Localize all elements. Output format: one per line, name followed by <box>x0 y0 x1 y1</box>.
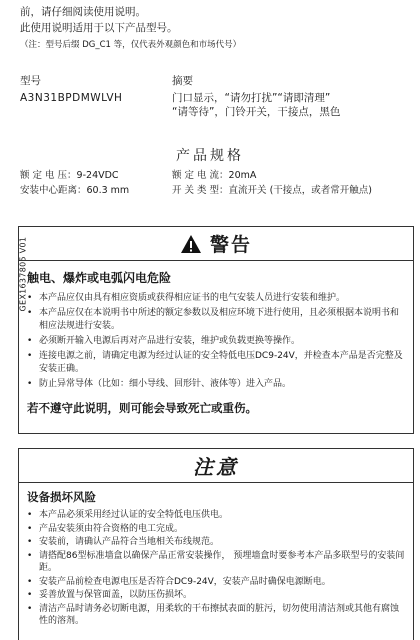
caution-item: • 安装产品前检查电源电压是否符合DC9-24V，安装产品时确保电源断电。 <box>27 576 407 589</box>
caution-list <box>19 505 413 628</box>
document-code: GEX1637805 V01 <box>18 236 28 312</box>
intro-line-1: 前，请仔细阅读使用说明。 <box>20 6 146 18</box>
warning-footer: 若不遵守此说明，则可能会导致死亡或重伤。 <box>27 401 257 415</box>
caution-item: • 妥善放置与保管面盖，以防压伤损坏。 <box>27 589 407 602</box>
warning-item: • 本产品应仅由具有相应资质或获得相应证书的电气安装人员进行安装和维护。 <box>27 292 407 305</box>
specs-title: 产品规格 <box>176 148 244 164</box>
caution-item: • 安装前，请确认产品符合当地相关布线规范。 <box>27 536 407 549</box>
spec-switch: 开 关 类 型：直流开关 (干接点，或者常开触点) <box>172 185 372 196</box>
specs-row-2 <box>20 183 415 198</box>
warning-subtitle: 触电、爆炸或电弧闪电危险 <box>27 271 172 285</box>
warning-item: • 本产品应仅在本说明书中所述的额定参数以及相应环境下进行使用，且必须根据本说明书和相应法规进行安装。 <box>27 307 407 333</box>
spec-distance: 安装中心距离：60.3 mm <box>20 185 130 196</box>
model-label: 型号 <box>20 75 41 87</box>
warning-list <box>19 286 413 391</box>
intro-note: （注：型号后缀 DG_C1 等，仅代表外观颜色和市场代号） <box>20 40 242 50</box>
caution-item: • 请搭配86型标准墙盒以确保产品正常安装操作， 预埋墙盒时要参考本产品多联型号的安装间距。 <box>27 550 407 575</box>
spec-voltage: 额 定 电 压：9-24VDC <box>20 170 119 181</box>
intro-text <box>20 4 410 52</box>
spec-current: 额 定 电 流：20mA <box>172 170 257 181</box>
caution-item: • 产品安装须由符合资格的电工完成。 <box>27 523 407 536</box>
model-value: A3N31BPDMWLVH <box>20 92 123 104</box>
caution-item: • 清洁产品时请务必切断电源，用柔软的干布擦拭表面的脏污，切勿使用清洁剂或其他有腐蚀性的溶剂。 <box>27 603 407 628</box>
summary-column <box>172 74 410 119</box>
warning-title: 警告 <box>209 234 252 256</box>
warning-triangle-icon <box>180 234 202 254</box>
specs-row-1 <box>20 168 415 183</box>
intro-line-2: 此使用说明适用于以下产品型号。 <box>20 22 178 34</box>
caution-item: • 本产品必须采用经过认证的安全特低电压供电。 <box>27 509 407 522</box>
warning-item: • 连接电源之前，请确定电源为经过认证的安全特低电压DC9-24V，并检查本产品是否完整及安装正确。 <box>27 350 407 376</box>
caution-title: 注意 <box>193 455 239 479</box>
warning-item: • 必须断开输入电源后再对产品进行安装，维护或负载更换等操作。 <box>27 335 407 348</box>
specs-table <box>20 168 415 198</box>
warning-box <box>18 226 414 434</box>
model-column <box>20 74 170 105</box>
warning-header <box>19 227 413 261</box>
caution-box <box>18 448 414 640</box>
summary-label: 摘要 <box>172 75 193 87</box>
caution-header <box>19 449 413 483</box>
caution-subtitle: 设备损坏风险 <box>27 490 96 504</box>
summary-line-2: “请等待”，门铃开关，干接点，黑色 <box>172 106 341 118</box>
warning-item: • 防止异常导体（比如：细小导线、回形针、液体等）进入产品。 <box>27 378 407 391</box>
summary-line-1: 门口显示，“请勿打扰”“请即清理” <box>172 92 331 104</box>
